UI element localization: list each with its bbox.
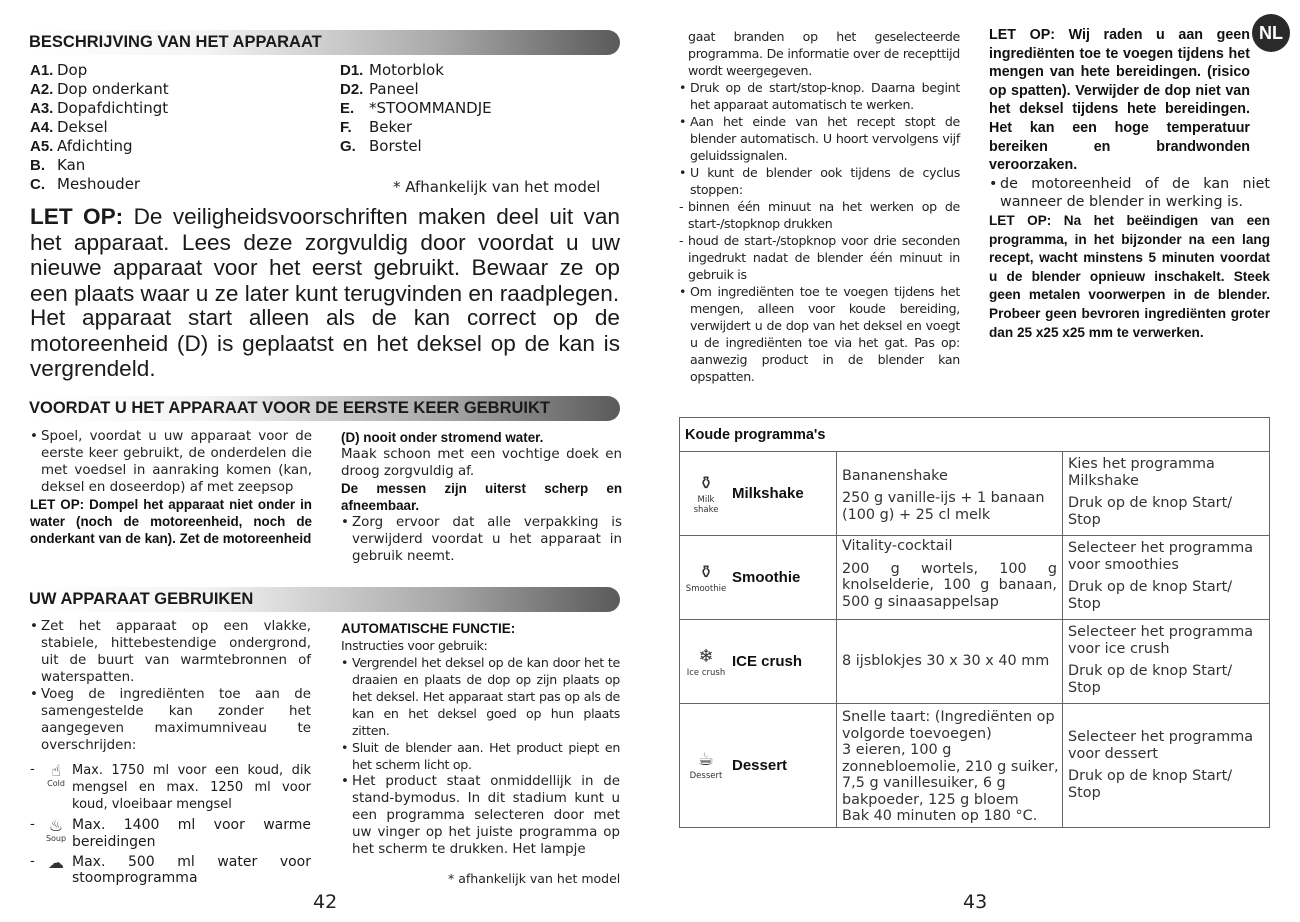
smoothie-icon: ⚱ Smoothie [685, 561, 727, 594]
table-row: ⚱ Milk shake Milkshake Bananenshake 250 g vanille-ijs + 1 banaan (100 g) + 25 cl melk Kies het programma Milkshake Druk op de knop Start/ Stop [680, 452, 1270, 536]
list-item: - binnen één minuut na het werken op de start-/stopknop drukken [679, 198, 960, 232]
right-col2 [989, 26, 1270, 342]
list-item: B. Kan [30, 156, 86, 174]
auto-function [341, 620, 620, 858]
capacity-soup: - ♨ Soup Max. 1400 ml voor warme bereidingen [30, 816, 311, 850]
list-item: D1. Motorblok [340, 61, 444, 79]
list-item: F. Beker [340, 118, 413, 136]
steam-icon: ☁ [48, 853, 64, 872]
list-item: • Aan het einde van het recept stopt de blender automatisch. U hoort vervolgens vijf geluidssignalen. [679, 113, 960, 164]
list-item: • Vergrendel het deksel op de kan door het te draaien en plaats de dop op zijn plaats op het deksel. Het apparaat start pas op als de kan en het deksel goed op hun plaats zitten. [341, 654, 620, 739]
first-use-warning-cont: (D) nooit onder stromend water. [341, 430, 544, 445]
table-row: ☕ Dessert Dessert Snelle taart: (Ingrediënten op volgorde toevoegen) 3 eieren, 100 g zonnebloemolie, 210 g suiker, 7,5 g vanillesuiker, 6 g bakpoeder, 125 g bloem Bak 40 minuten op 180 °C. Selecteer het programma voor dessert Druk op de knop Start/ Stop [680, 704, 1270, 828]
table-row: ❄ Ice crush ICE crush 8 ijsblokjes 30 x 30 x 40 mm Selecteer het programma voor ice crush Druk op de knop Start/ Stop [680, 620, 1270, 704]
list-item: • Het product staat onmiddellijk in de stand-bymodus. In dit stadium kunt u een programma selecteren door met uw vinger op het juiste programma op het scherm te drukken. Het lampje [341, 773, 620, 858]
ice-crush-icon: ❄ Ice crush [686, 645, 726, 678]
first-use-col2 [341, 429, 622, 565]
section-header-use: UW APPARAAT GEBRUIKEN [28, 587, 620, 612]
capacity-cold: - ☝ Cold Max. 1750 ml voor een koud, dik mengsel en max. 1250 ml voor koud, vloeibaar mengsel [30, 761, 311, 812]
list-item: D2. Paneel [340, 80, 419, 98]
list-item: • Zorg ervoor dat alle verpakking is verwijderd voordat u het apparaat in gebruik neemt. [341, 514, 622, 565]
parts-list-col1 [30, 61, 169, 194]
hot-warning: LET OP: Wij raden u aan geen ingrediënten toe te voegen tijdens het mengen van hete bereidingen. (risico op spatten). Verwijder de dop niet van het deksel tijdens hete bereidingen. Het kan een hoge temperatuur bereiken en brandwonden veroorzaken. [989, 27, 1250, 174]
list-item: E. *STOOMMANDJE [340, 99, 492, 117]
model-note: * Afhankelijk van het model [393, 178, 601, 196]
programs-table [679, 417, 1270, 828]
page-number-right: 43 [963, 891, 988, 913]
list-item: • Voeg de ingrediënten toe aan de samengestelde kan zonder het aangegeven maximumniveau te overschrijden: [30, 686, 311, 754]
capacity-list [30, 762, 311, 886]
capacity-steam: - ☁ Max. 500 ml water voor stoomprogramma [30, 853, 311, 886]
list-item: G. Borstel [340, 137, 422, 155]
list-item: • de motoreenheid of de kan niet wanneer de blender in werking is. [989, 175, 1270, 212]
cooldown-warning: LET OP: Na het beëindigen van een programma, in het bijzonder na een lang recept, wacht minstens 5 minuten voordat u de blender opnieuw inschakelt. Steek geen metalen voorwerpen in de blender. Probeer geen bevroren ingrediënten groter dan 25 x25 x25 mm te verwerken. [989, 212, 1270, 340]
auto-title: AUTOMATISCHE FUNCTIE: [341, 621, 516, 636]
start-condition: Het apparaat start alleen als de kan correct op de motoreenheid (D) is geplaatst en het deksel op de kan is vergrendeld. [30, 305, 620, 381]
right-col1 [679, 28, 960, 385]
language-badge: NL [1252, 14, 1290, 52]
table-row: ⚱ Smoothie Smoothie Vitality-cocktail 200 g wortels, 100 g knolselderie, 100 g banaan, 500 g sinaasappelsap Selecteer het programma voor smoothies Druk op de knop Start/ Stop [680, 536, 1270, 620]
auto-subtitle: Instructies voor gebruik: [341, 638, 488, 653]
list-item: • Om ingrediënten toe te voegen tijdens het mengen, alleen voor koude bereiding, verwijdert u de dop van het deksel en voegt u de ingrediënten toe via het gat. Pas op: aanwezig product in de blender kan opspatten. [679, 283, 960, 385]
clean-text: Maak schoon met een vochtige doek en droog zorgvuldig af. [341, 447, 622, 479]
section-header-description: BESCHRIJVING VAN HET APPARAAT [28, 30, 620, 55]
list-item: C. Meshouder [30, 175, 141, 193]
continued-text: gaat branden op het geselecteerde programma. De informatie over de recepttijd wordt weergegeven. [688, 29, 960, 78]
list-item: • Druk op de start/stop-knop. Daarna begint het apparaat automatisch te werken. [679, 79, 960, 113]
list-item: A1. Dop [30, 61, 88, 79]
list-item: A5. Afdichting [30, 137, 133, 155]
dessert-icon: ☕ Dessert [689, 749, 723, 782]
list-item: A2. Dop onderkant [30, 80, 169, 98]
milkshake-icon: ⚱ Milk shake [693, 472, 719, 515]
first-use-col1 [30, 428, 312, 547]
list-item: • Spoel, voordat u uw apparaat voor de eerste keer gebruikt, de onderdelen die met voedsel in aanraking komen (kan, deksel en doseerdop) af met zeepsop [30, 428, 312, 496]
list-item: A4. Deksel [30, 118, 108, 136]
footnote: * afhankelijk van het model [448, 871, 621, 886]
safety-warning: LET OP: De veiligheidsvoorschriften maken deel uit van het apparaat. Lees deze zorgvuldig door voordat u uw nieuwe apparaat voor het eerst gebruikt. Bewaar ze op een plaats waar u ze later kunt terugvinden en raadplegen. [30, 204, 620, 306]
table-title: Koude programma's [680, 418, 1270, 452]
parts-list-col2 [340, 61, 492, 156]
list-item: - houd de start-/stopknop voor drie seconden ingedrukt nadat de blender één minuut in gebruik is [679, 232, 960, 283]
blades-warning: De messen zijn uiterst scherp en afneembaar. [341, 481, 622, 513]
list-item: • Sluit de blender aan. Het product piept en het scherm licht op. [341, 739, 620, 773]
page-number-left: 42 [313, 891, 338, 913]
section-header-first-use: VOORDAT U HET APPARAAT VOOR DE EERSTE KEER GEBRUIKT [28, 396, 620, 421]
list-item: A3. Dopafdichtingt [30, 99, 169, 117]
soup-icon: ♨ Soup [45, 816, 67, 843]
first-use-warning: LET OP: Dompel het apparaat niet onder in water (noch de motoreenheid, noch de onderkant van de kan). Zet de motoreenheid [30, 497, 312, 546]
list-item: • U kunt de blender ook tijdens de cyclus stoppen: [679, 164, 960, 198]
list-item: • Zet het apparaat op een vlakke, stabiele, hittebestendige ondergrond, uit de buurt van warmtebronnen of waterspatten. [30, 618, 311, 686]
cold-icon: ☝ Cold [47, 761, 65, 788]
use-col1 [30, 618, 311, 754]
